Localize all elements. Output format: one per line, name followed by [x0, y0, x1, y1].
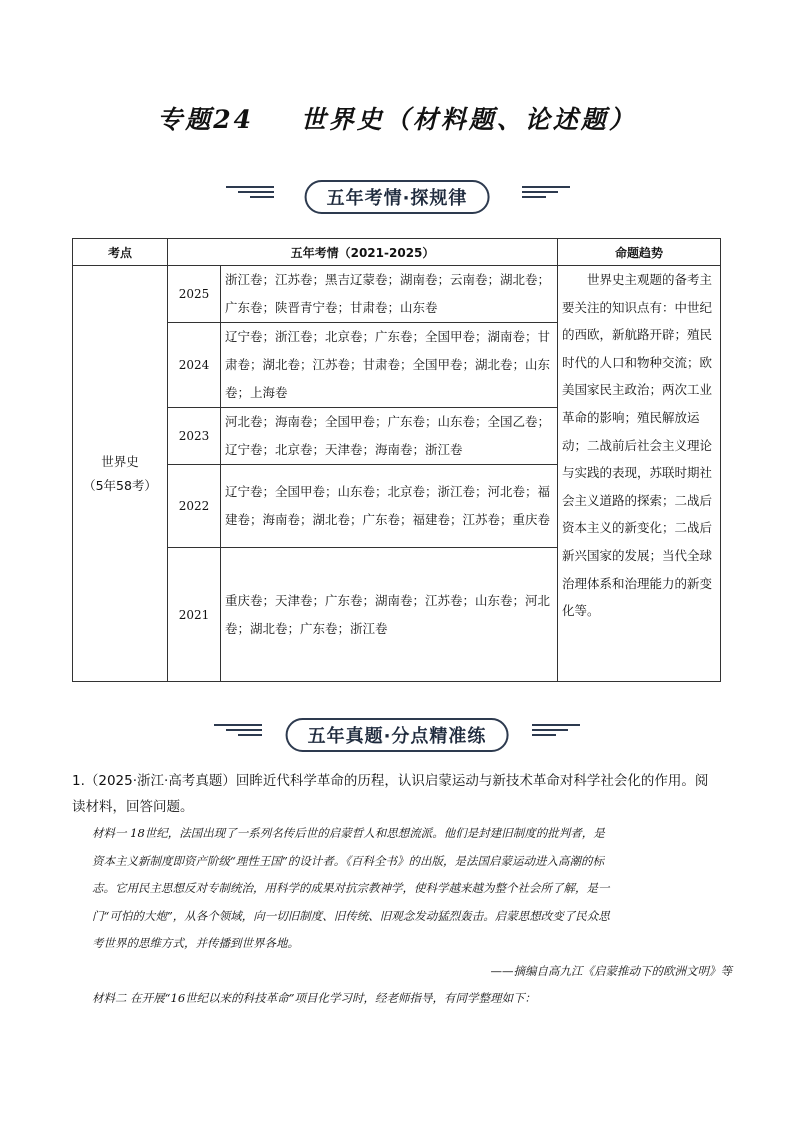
banner-label: 五年考情·探规律 [305, 180, 490, 214]
provinces-cell: 重庆卷；天津卷；广东卷；湖南卷；江苏卷；山东卷；河北卷；湖北卷；广东卷；浙江卷 [221, 548, 558, 682]
provinces-cell: 辽宁卷；浙江卷；北京卷；广东卷；全国甲卷；湖南卷；甘肃卷；湖北卷；江苏卷；甘肃卷；全国甲卷；湖北卷；山东卷；上海卷 [221, 323, 558, 408]
trend-cell: 世界史主观题的备考主要关注的知识点有：中世纪的西欧，新航路开辟；殖民时代的人口和物种交流；欧美国家民主政治；两次工业革命的影响；殖民解放运动；二战前后社会主义理论与实践的表现，苏联时期社会主义道路的探索；二战后资本主义的新变化；二战后新兴国家的发展；当代全球治理体系和治理能力的新变化等。 [558, 266, 721, 682]
material-line: 考世界的思维方式，并传播到世界各地。 [92, 936, 299, 950]
question-stem: 1.（2025·浙江·高考真题）回眸近代科学革命的历程，认识启蒙运动与新技术革命对科学社会化的作用。阅 [72, 773, 709, 789]
header-trend: 命题趋势 [558, 239, 721, 266]
question-1 [72, 768, 732, 1013]
left-decoration [214, 724, 262, 739]
year-cell: 2023 [168, 408, 221, 465]
header-topic: 考点 [73, 239, 168, 266]
topic-cell [73, 266, 168, 682]
header-exam-years: 五年考情（2021-2025） [168, 239, 558, 266]
year-cell: 2025 [168, 266, 221, 323]
banner-label: 五年真题·分点精准练 [286, 718, 509, 752]
provinces-cell: 河北卷；海南卷；全国甲卷；广东卷；山东卷；全国乙卷；辽宁卷；北京卷；天津卷；海南卷；浙江卷 [221, 408, 558, 465]
table-row [73, 266, 721, 323]
topic-name: 世界史 [101, 453, 139, 469]
page-title: 专题24 世界史（材料题、论述题） [157, 105, 637, 134]
year-cell: 2021 [168, 548, 221, 682]
provinces-cell: 辽宁卷；全国甲卷；山东卷；北京卷；浙江卷；河北卷；福建卷；海南卷；湖北卷；广东卷；福建卷；江苏卷；重庆卷 [221, 465, 558, 548]
provinces-cell: 浙江卷；江苏卷；黑吉辽蒙卷；湖南卷；云南卷；湖北卷；广东卷；陕晋青宁卷；甘肃卷；山东卷 [221, 266, 558, 323]
left-decoration [226, 186, 274, 201]
section-banner-practice [0, 714, 794, 754]
topic-count: （5年58考） [83, 477, 157, 493]
material-line: 材料一 18世纪，法国出现了一系列名传后世的启蒙哲人和思想流派。他们是封建旧制度的批判者，是 [92, 826, 605, 840]
right-decoration [522, 186, 570, 201]
material-line: 志。它用民主思想反对专制统治，用科学的成果对抗宗教神学，使科学越来越为整个社会所了解，是一 [92, 881, 610, 895]
year-cell: 2022 [168, 465, 221, 548]
right-decoration [532, 724, 580, 739]
material-1 [72, 820, 732, 1013]
material-2: 材料二 在开展“16世纪以来的科技革命”项目化学习时，经老师指导，有同学整理如下： [92, 991, 537, 1005]
question-stem: 读材料，回答问题。 [72, 799, 194, 815]
material-line: 资本主义新制度即资产阶级“理性王国”的设计者。《百科全书》的出版，是法国启蒙运动进入高潮的标 [92, 853, 605, 868]
exam-overview-table [72, 238, 721, 682]
table-header-row [73, 239, 721, 266]
section-banner-exam-trends [0, 176, 794, 216]
material-source: ——摘编自高九江《启蒙推动下的欧洲文明》等 [490, 963, 732, 978]
year-cell: 2024 [168, 323, 221, 408]
material-line: 门“可怕的大炮”，从各个领域，向一切旧制度、旧传统、旧观念发动猛烈轰击。启蒙思想改变了民众思 [92, 908, 610, 923]
